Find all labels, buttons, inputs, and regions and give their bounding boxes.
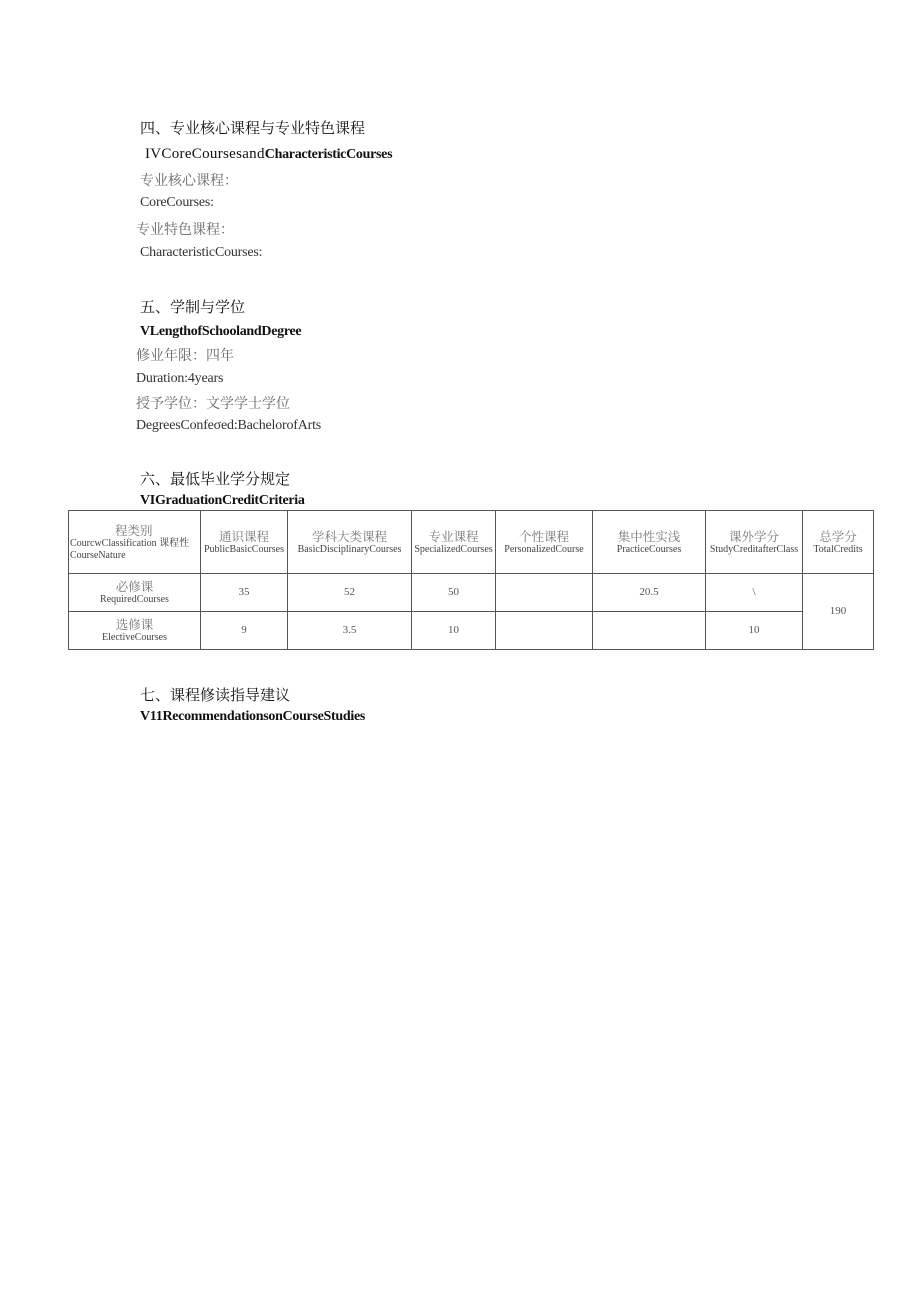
section-6-title-en: VIGraduationCreditCriteria (140, 493, 305, 508)
duration-cn: 修业年限：四年 (136, 348, 234, 364)
row-label-en: RequiredCourses (100, 594, 169, 605)
header-cn: 个性课程 (518, 528, 569, 544)
header-en: PublicBasicCourses (204, 543, 284, 555)
characteristic-courses-label-en: CharacteristicCourses: (140, 245, 263, 260)
section-7-title-cn: 七、课程修读指导建议 (140, 686, 291, 704)
duration-en: Duration:4years (136, 371, 224, 386)
header-cn: 总学分 (819, 528, 857, 544)
header-cn: 集中性实浅 (617, 528, 681, 544)
section-4-title-cn: 四、专业核心课程与专业特色课程 (140, 119, 366, 137)
table-cell (593, 612, 706, 650)
table-cell: 10 (706, 612, 803, 650)
table-row-elective (69, 612, 874, 650)
table-cell: 3.5 (288, 612, 412, 650)
header-cell-practice (593, 511, 706, 574)
table-cell: 35 (201, 574, 288, 612)
core-courses-label-cn: 专业核心课程： (140, 173, 238, 189)
row-label-cn: 选修课 (115, 617, 154, 632)
section-5-title-en: VLengthofSchoolandDegree (140, 324, 302, 339)
header-en: BasicDisciplinaryCourses (297, 543, 402, 555)
table-cell (496, 612, 593, 650)
table-cell: 20.5 (593, 574, 706, 612)
header-en: TotalCredits (813, 543, 863, 555)
header-en: PracticeCourses (616, 543, 682, 555)
header-cell-study-credit-after-class (706, 511, 803, 574)
section-4-title-en-part1: IVCoreCoursesand (145, 146, 265, 162)
header-cn: 通识课程 (218, 528, 269, 544)
section-7-title-en: V11RecommendationsonCourseStudies (140, 709, 366, 724)
table-cell (496, 574, 593, 612)
section-4-title-en-part2: CharacteristicCourses (264, 147, 393, 162)
table-cell: 52 (288, 574, 412, 612)
header-cell-personalized (496, 511, 593, 574)
core-courses-label-en: CoreCourses: (140, 195, 214, 210)
header-cell-course-nature (69, 511, 201, 574)
degree-en: DegreesConfeσed:BachelorofArts (136, 418, 322, 433)
header-cell-basic-disciplinary (288, 511, 412, 574)
row-label-elective (69, 612, 201, 650)
table-row-required (69, 574, 874, 612)
degree-cn: 授予学位：文学学士学位 (136, 396, 290, 412)
table-cell: 10 (412, 612, 496, 650)
section-6-title-cn: 六、最低毕业学分规定 (140, 470, 291, 488)
header-en: PersonalizedCourse (504, 543, 584, 555)
header-cn: 程类别 (115, 522, 153, 538)
header-cn: 课外学分 (728, 528, 779, 544)
header-cn: 学科大类课程 (311, 528, 387, 544)
table-header-row (69, 511, 874, 574)
header-cell-public-basic (201, 511, 288, 574)
header-cell-total-credits (803, 511, 874, 574)
row-label-en: ElectiveCourses (102, 632, 167, 643)
header-en: CourcwClassification 课程性 CourseNature (70, 537, 190, 561)
header-cn: 专业课程 (428, 528, 479, 544)
table-cell: 50 (412, 574, 496, 612)
credit-criteria-table (68, 510, 874, 650)
table-cell: 9 (201, 612, 288, 650)
section-5-title-cn: 五、学制与学位 (140, 298, 246, 316)
row-label-required (69, 574, 201, 612)
section-4-title-en (145, 146, 392, 163)
header-cell-specialized (412, 511, 496, 574)
row-label-cn: 必修课 (115, 579, 154, 594)
total-credits-cell: 190 (803, 574, 874, 650)
header-en: StudyCreditafterClass (709, 543, 799, 555)
header-en: SpecializedCourses (414, 543, 493, 555)
table-cell: \ (706, 574, 803, 612)
characteristic-courses-label-cn: 专业特色课程： (136, 222, 234, 238)
